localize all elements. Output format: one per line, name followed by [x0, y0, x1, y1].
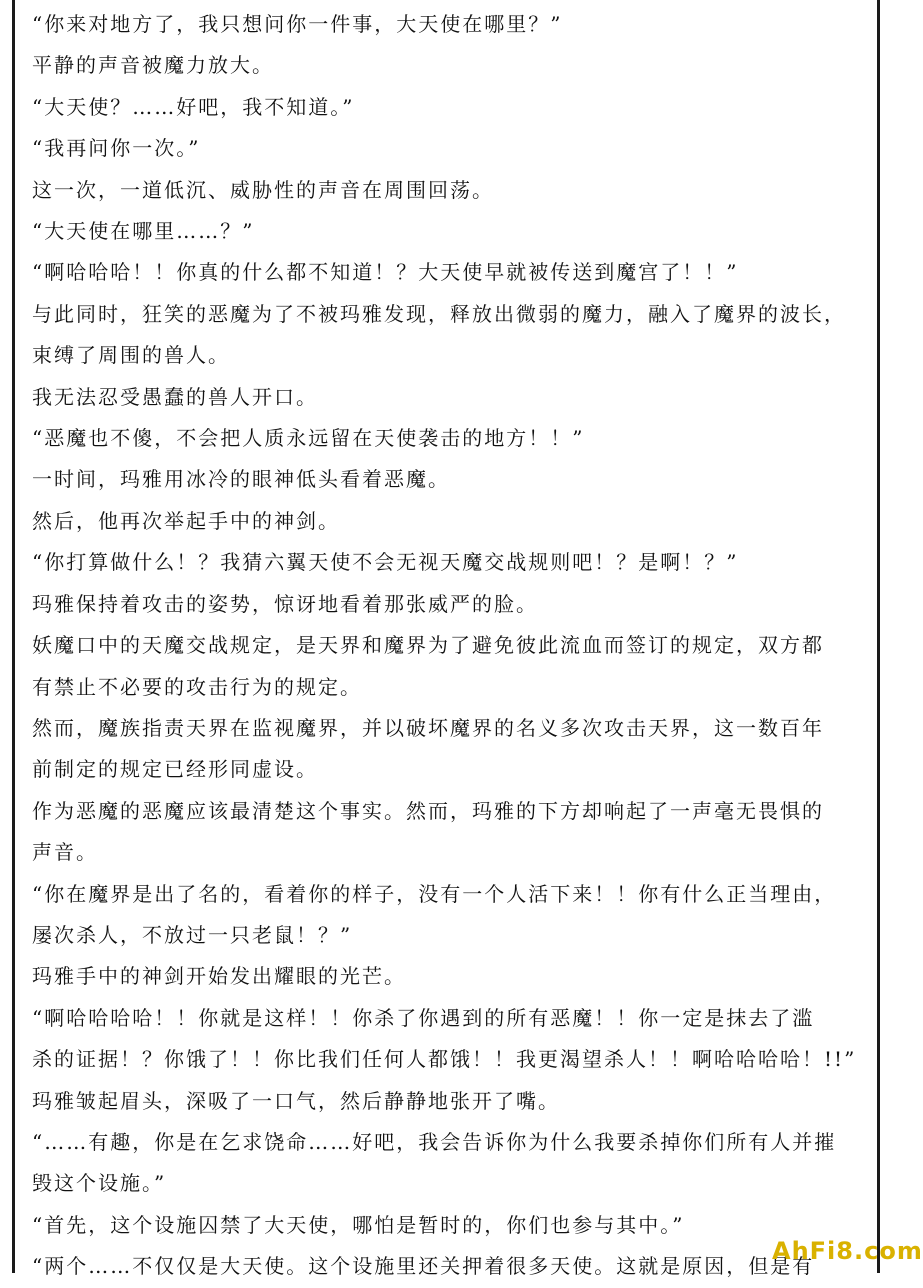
text-line: “你来对地方了，我只想问你一件事，大天使在哪里？” — [32, 12, 563, 36]
right-border-line — [877, 0, 880, 1273]
text-line: 束缚了周围的兽人。 — [32, 343, 230, 368]
text-line: “啊哈哈哈哈！！你就是这样！！你杀了你遇到的所有恶魔！！你一定是抹去了滥 — [32, 1005, 815, 1030]
text-line: 声音。 — [32, 840, 98, 865]
text-line: 玛雅保持着攻击的姿势，惊讶地看着那张威严的脸。 — [32, 591, 538, 616]
text-line: “大天使在哪里……？” — [32, 219, 255, 244]
text-line: “……有趣，你是在乞求饶命……好吧，我会告诉你为什么我要杀掉你们所有人并摧 — [32, 1129, 837, 1154]
watermark: AhFi8.com — [772, 1237, 923, 1265]
text-line: 这一次，一道低沉、威胁性的声音在周围回荡。 — [32, 177, 494, 202]
text-line: 一时间，玛雅用冰冷的眼神低头看着恶魔。 — [32, 467, 450, 492]
text-body — [32, 4, 870, 1288]
text-line: “首先，这个设施囚禁了大天使，哪怕是暂时的，你们也参与其中。” — [32, 1212, 685, 1237]
text-line: 玛雅手中的神剑开始发出耀眼的光芒。 — [32, 964, 406, 989]
text-line: “恶魔也不傻，不会把人质永远留在天使袭击的地方！！” — [32, 426, 585, 451]
left-border-line — [12, 0, 15, 1273]
text-line: “你打算做什么！？我猜六翼天使不会无视天魔交战规则吧！？是啊！？” — [32, 550, 739, 575]
text-line: 前制定的规定已经形同虚设。 — [32, 757, 318, 782]
text-line: 然而，魔族指责天界在监视魔界，并以破坏魔界的名义多次攻击天界，这一数百年 — [32, 715, 824, 740]
text-line: “我再问你一次。” — [32, 136, 201, 161]
text-line: 玛雅皱起眉头，深吸了一口气，然后静静地张开了嘴。 — [32, 1088, 560, 1113]
text-line: “你在魔界是出了名的，看着你的样子，没有一个人活下来！！你有什么正当理由， — [32, 881, 837, 906]
text-line: 我无法忍受愚蠢的兽人开口。 — [32, 384, 318, 409]
text-line: 与此同时，狂笑的恶魔为了不被玛雅发现，释放出微弱的魔力，融入了魔界的波长， — [32, 301, 846, 326]
text-line: 屡次杀人，不放过一只老鼠！？” — [32, 922, 353, 947]
text-line: 妖魔口中的天魔交战规定，是天界和魔界为了避免彼此流血而签订的规定，双方都 — [32, 633, 824, 658]
text-line: 然后，他再次举起手中的神剑。 — [32, 508, 340, 533]
text-line: 杀的证据！？你饿了！！你比我们任何人都饿！！我更渴望杀人！！啊哈哈哈哈！!!” — [32, 1047, 857, 1072]
text-line: 平静的声音被魔力放大。 — [32, 53, 274, 78]
text-line: 有禁止不必要的攻击行为的规定。 — [32, 674, 362, 699]
text-line: “两个……不仅仅是大天使。这个设施里还关押着很多天使。这就是原因，但是有 — [32, 1254, 815, 1279]
text-line: 毁这个设施。” — [32, 1171, 167, 1196]
text-line: “大天使？……好吧，我不知道。” — [32, 94, 355, 119]
text-line: “啊哈哈哈！！你真的什么都不知道！？大天使早就被传送到魔宫了！！” — [32, 260, 739, 285]
text-line: 作为恶魔的恶魔应该最清楚这个事实。然而，玛雅的下方却响起了一声毫无畏惧的 — [32, 798, 824, 823]
